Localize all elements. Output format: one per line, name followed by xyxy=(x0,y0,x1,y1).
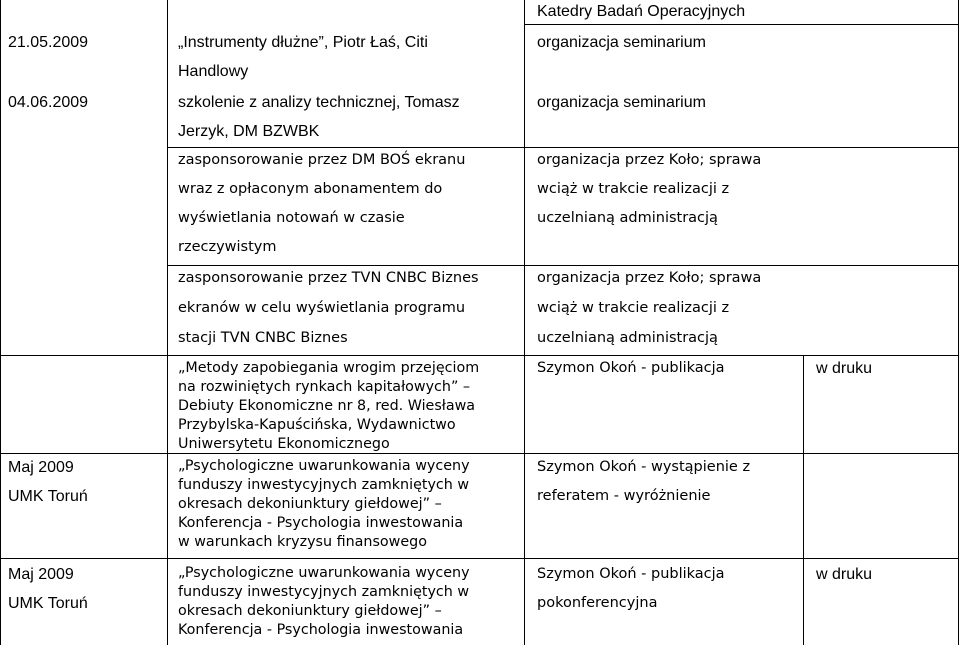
row-date-line: Maj 2009 xyxy=(8,459,74,476)
row-role-line: Szymon Okoń - wystąpienie z xyxy=(537,459,751,475)
grid-vline xyxy=(167,0,168,645)
row-event-line: funduszy inwestycyjnych zamkniętych w xyxy=(178,477,470,493)
grid-hline xyxy=(0,558,959,559)
row-event-line: Przybylska-Kapuścińska, Wydawnictwo xyxy=(178,417,456,433)
row-role-line: uczelnianą administracją xyxy=(537,210,718,226)
row-role-line: referatem - wyróżnienie xyxy=(537,488,711,504)
row-event-line: rzeczywistym xyxy=(178,239,277,255)
row-role-line: wciąż w trakcie realizacji z xyxy=(537,300,730,316)
row-role-line: organizacja przez Koło; sprawa xyxy=(537,270,762,286)
row-event-line: Konferencja - Psychologia inwestowania xyxy=(178,622,464,638)
row-event-line: Debiuty Ekonomiczne nr 8, red. Wiesława xyxy=(178,398,476,414)
row-event-line: „Psychologiczne uwarunkowania wyceny xyxy=(178,565,470,581)
row-event-line: funduszy inwestycyjnych zamkniętych w xyxy=(178,584,470,600)
department-header: Katedry Badań Operacyjnych xyxy=(537,3,746,20)
grid-vline xyxy=(803,355,804,645)
row-event-line: na rozwiniętych rynkach kapitałowych” – xyxy=(178,379,471,395)
row-event-line: „Metody zapobiegania wrogim przejęciom xyxy=(178,360,480,376)
row-status: w druku xyxy=(816,566,873,583)
row-date-line: Maj 2009 xyxy=(8,566,74,583)
row-status: w druku xyxy=(816,360,873,377)
row-event-line: „Instrumenty dłużne”, Piotr Łaś, Citi xyxy=(178,34,428,51)
row-event-line: Konferencja - Psychologia inwestowania xyxy=(178,515,464,531)
row-event-line: „Psychologiczne uwarunkowania wyceny xyxy=(178,458,470,474)
row-date: 21.05.2009 xyxy=(8,34,89,51)
grid-vline xyxy=(524,0,525,645)
row-role-line: wciąż w trakcie realizacji z xyxy=(537,181,730,197)
row-event-line: zasponsorowanie przez DM BOŚ ekranu xyxy=(178,152,466,168)
row-event-line: okresach dekoniunktury giełdowej” – xyxy=(178,496,442,512)
row-event-line: wyświetlania notowań w czasie xyxy=(178,210,405,226)
row-event-line: stacji TVN CNBC Biznes xyxy=(178,330,348,346)
grid-hline xyxy=(0,453,959,454)
row-date: 04.06.2009 xyxy=(8,94,89,111)
grid-vline xyxy=(0,0,1,645)
row-event-line: zasponsorowanie przez TVN CNBC Biznes xyxy=(178,270,479,286)
row-event-line: Jerzyk, DM BZWBK xyxy=(178,123,320,140)
row-event-line: Uniwersytetu Ekonomicznego xyxy=(178,436,390,452)
row-role-line: pokonferencyjna xyxy=(537,595,658,611)
row-event-line: Handlowy xyxy=(178,63,249,80)
row-role-line: uczelnianą administracją xyxy=(537,330,718,346)
row-role: organizacja seminarium xyxy=(537,34,706,51)
row-role: Szymon Okoń - publikacja xyxy=(537,360,725,376)
grid-vline xyxy=(958,0,959,645)
row-event-line: ekranów w celu wyświetlania programu xyxy=(178,300,466,316)
row-event-line: okresach dekoniunktury giełdowej” – xyxy=(178,603,442,619)
row-event-line: wraz z opłaconym abonamentem do xyxy=(178,181,443,197)
row-date-line: UMK Toruń xyxy=(8,488,88,505)
row-role-line: Szymon Okoń - publikacja xyxy=(537,566,725,582)
row-role: organizacja seminarium xyxy=(537,94,706,111)
row-event-line: w warunkach kryzysu finansowego xyxy=(178,534,427,550)
row-event-line: szkolenie z analizy technicznej, Tomasz xyxy=(178,94,460,111)
row-date-line: UMK Toruń xyxy=(8,595,88,612)
row-role-line: organizacja przez Koło; sprawa xyxy=(537,152,762,168)
